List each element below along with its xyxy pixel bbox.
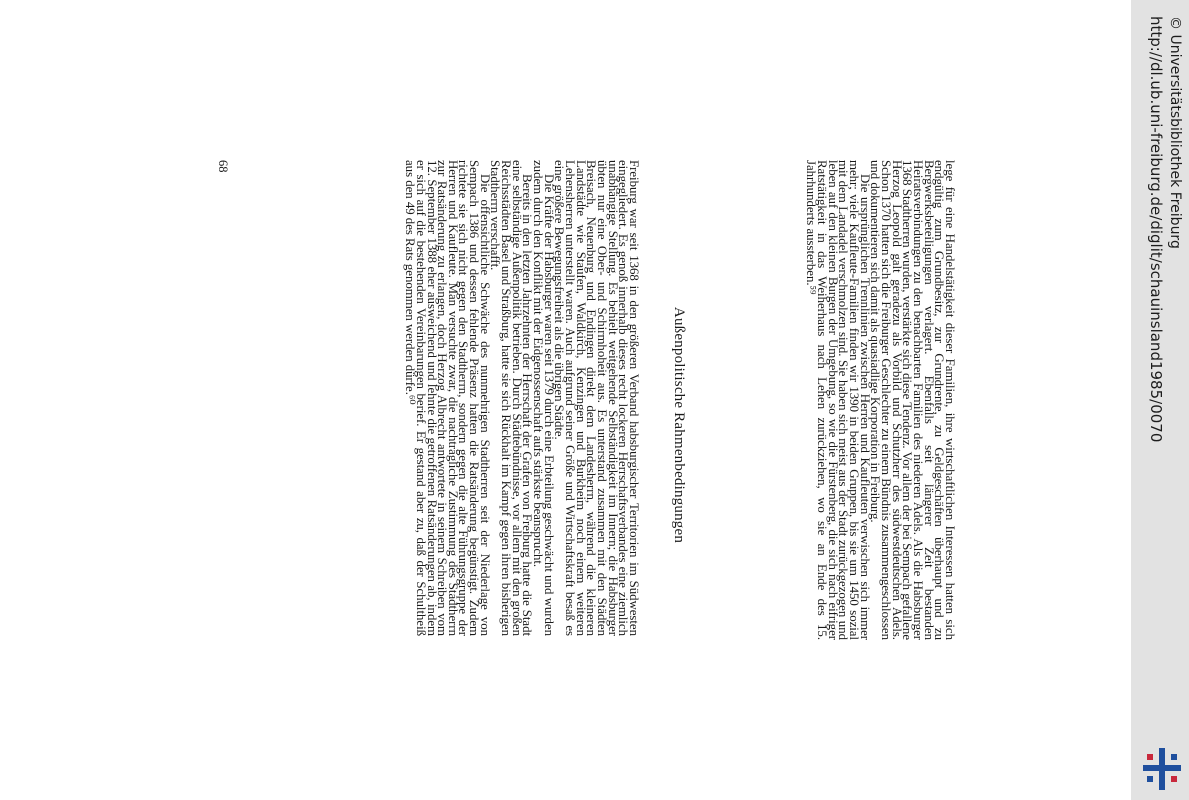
source-url-link[interactable]: http://dl.ub.uni-freiburg.de/diglit/schauinsland1985/0070 bbox=[1147, 16, 1165, 443]
ub-freiburg-logo-icon bbox=[1141, 748, 1183, 790]
rotated-page-content bbox=[195, 160, 955, 800]
section-heading: Außenpolitische Rahmenbedingungen bbox=[671, 306, 687, 544]
page-number: 68 bbox=[216, 160, 230, 173]
paragraph: Die ursprünglichen Trennlinien zwischen Herren und Kaufleuten verwischen sich immer mehr; viele Kaufleute-Familien finden wir 1390 in beiden Gruppen, bis sie um 1450 sozial mit dem Landadel verschmolzen sind. Sie haben sich meist aus der Stadt zurückgezogen und leben auf den kleinen Burgen der Umgebung, so wie die Fürstenberg, die sich nach eifriger Ratstätigkeit in das Weiherhaus nach Lehen zurückziehen, wo sie an Ende des 15. Jahrhunderts aussterben.⁵⁹ bbox=[804, 160, 872, 640]
paragraph: Die offensichtliche Schwäche des nunmehrigen Stadtherren seit der Niederlage von Sempach 1386 und dessen fehlende Präsenz hatten die Ratsänderung begünstigt. Zudem richtete sie sich nicht gegen den Stadtherrn, sondern gegen die alte Führungsgruppe der Herren und Kaufleute. Man versuchte zwar, die nachträgliche Zustimmung des Stadtherrn zur Ratsänderung zu erlangen, doch Herzog Albrecht antwortete in seinem Schreiben vom 12. September 1388 eher ausweichend und lehnte die getroffenen Ratsänderungen ab, indem er sich auf die bestehenden Vereinbarungen berief. Er gestand aber zu, daß der Schultheiß aus den 49 des Rats genommen werden dürfe.⁶⁰ bbox=[403, 160, 492, 636]
paragraph: Freiburg war seit 1368 in den größeren Verband habsburgischer Territorien im Südwesten eingegliedert. Es genoß innerhalb dieses recht lockeren Herrschaftsverbandes eine ziemlich unabhängige Stellung. Es behielt weitgehende Selbständigkeit im Innern; die Habsburger übten nur eine Ober- und Schirmhoheit aus. Es unterstand zusammen mit den Städten Breisach, Neuenburg und Endingen direkt dem Landesherrn, während die kleineren Landstädte wie Staufen, Waldkirch, Kenzingen und Burkheim noch einem weiteren Lehensherren unterstellt waren. Auch aufgrund seiner Größe und Wirtschaftskraft besaß es eine größere Bewegungsfreiheit als die übrigen Städte. bbox=[552, 160, 641, 636]
paragraph: Die Kräfte der Habsburger waren seit 1379 durch eine Erbteilung geschwächt und wurden zudem durch den Konflikt mit der Eidgenossenschaft aufs stärkste beansprucht. bbox=[531, 160, 556, 636]
paragraph: Bereits in den letzten Jahrzehnten der Herrschaft der Grafen von Freiburg hatte die Stadt eine selbständige Außenpolitik betrieben. Durch Städtebündnisse, vor allem mit den großen Reichsstädten Basel und Straßburg, hatte sie sich Rückhalt im Kampf gegen ihren bisherigen Stadtherrn verschafft. bbox=[488, 160, 535, 636]
paragraph: lege für eine Handelstätigkeit dieser Familien, ihre wirtschaftlichen Interessen hatten sich endgültig zum Grundbesitz, zur Grundrente, zu Geldgeschäften überhaupt und zu Bergwerksbeteiligungen verlagert. Ebenfalls seit längerer Zeit bestanden Heiratsverbindungen zu den benachbarten Familien des niederen Adels. Als die Habsburger 1368 Stadtherren wurden, verstärkte sich diese Tendenz. Vor allem der bei Sempach gefallene Herzog Leopold galt geradezu als Vorbild und Schutzherr des südwestdeutschen Adels. Schon 1370 hatten sich die Freiburger Geschlechter zu einem Bündnis zusammengeschlossen und dokumentieren sich damit als quasiadlige Korporation in Freiburg. bbox=[868, 160, 957, 640]
text-block-top bbox=[806, 160, 955, 640]
text-block-bottom bbox=[405, 160, 639, 636]
copyright-notice: © Universitätsbibliothek Freiburg bbox=[1167, 16, 1183, 249]
